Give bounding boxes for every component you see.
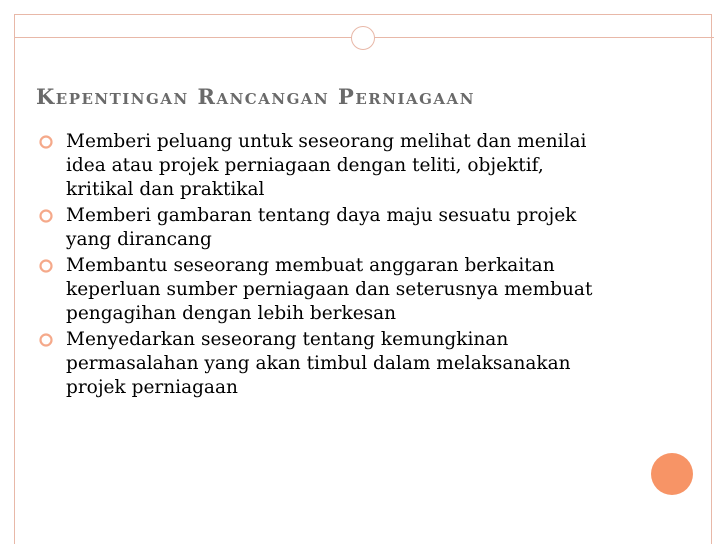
title-word-2: RANCANGAN (197, 84, 330, 109)
bullet-text: Memberi gambaran tentang daya maju sesuatu projek yang dirancang (66, 205, 577, 250)
bullet-text: Membantu seseorang membuat anggaran berkaitan keperluan sumber perniagaan dan seterusnya membuat pengagihan dengan lebih berkesan (66, 255, 593, 324)
accent-circle-ornament (651, 453, 693, 495)
title-word-1: KEPENTINGAN (36, 84, 189, 109)
bullet-item (36, 328, 616, 400)
bullet-item (36, 254, 616, 326)
bullet-item (36, 204, 616, 252)
bullet-text: Memberi peluang untuk seseorang melihat dan menilai idea atau projek perniagaan dengan teliti, objektif, kritikal dan praktikal (66, 131, 587, 200)
hollow-circle-bullet-icon (38, 208, 54, 224)
slide-title (36, 84, 475, 109)
bullet-list (36, 130, 616, 402)
bullet-text: Menyedarkan seseorang tentang kemungkinan permasalahan yang akan timbul dalam melaksanakan projek perniagaan (66, 329, 571, 398)
title-word-3: PERNIAGAAN (338, 84, 475, 109)
hollow-circle-bullet-icon (38, 134, 54, 150)
top-circle-ornament (351, 26, 375, 50)
hollow-circle-bullet-icon (38, 258, 54, 274)
hollow-circle-bullet-icon (38, 332, 54, 348)
bullet-item (36, 130, 616, 202)
